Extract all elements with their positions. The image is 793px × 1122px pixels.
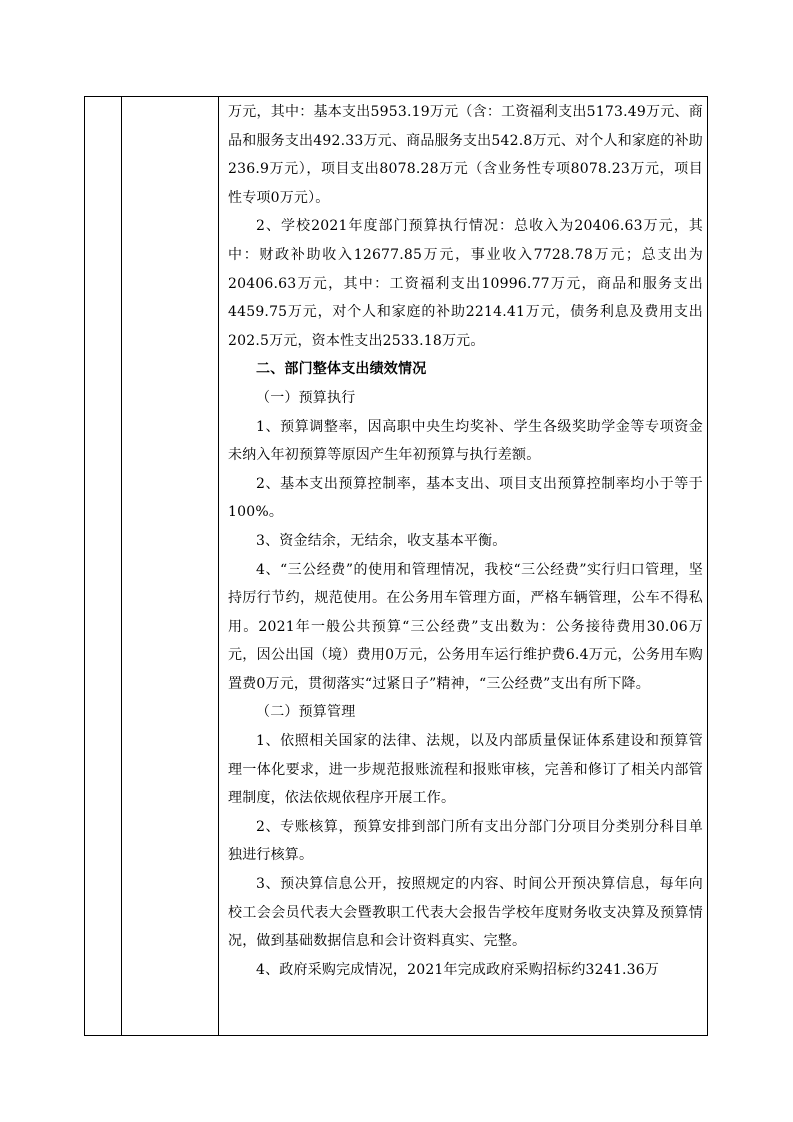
subsection-heading-budget-execution: （一）预算执行 bbox=[256, 389, 356, 406]
document-table bbox=[84, 96, 708, 1036]
paragraph-dedicated-accounting: 2、专账核算，预算安排到部门所有支出分部门分项目分类别分科目单独进行核算。 bbox=[228, 818, 703, 864]
paragraph-expenditure-breakdown: 万元，其中：基本支出5953.19万元（含：工资福利支出5173.49万元、商品和服务支出492.33万元、商品服务支出542.8万元、对个人和家庭的补助236.9万元），项目支出8078.28万元（含业务性专项8078.23万元，项目性专项0万元）。 bbox=[228, 104, 703, 206]
paragraph-budget-adjustment-rate: 1、预算调整率，因高职中央生均奖补、学生各级奖助学金等专项资金未纳入年初预算等原因产生年初预算与执行差额。 bbox=[228, 418, 703, 464]
subsection-heading-budget-management: （二）预算管理 bbox=[256, 704, 356, 721]
paragraph-fund-balance: 3、资金结余，无结余，收支基本平衡。 bbox=[256, 532, 507, 549]
section-heading-performance: 二、部门整体支出绩效情况 bbox=[256, 361, 427, 378]
paragraph-regulations: 1、依照相关国家的法律、法规，以及内部质量保证体系建设和预算管理一体化要求，进一步规范报账流程和报账审核，完善和修订了相关内部管理制度，依法依规依程序开展工作。 bbox=[228, 733, 703, 807]
table-content-cell bbox=[228, 98, 703, 984]
paragraph-three-public-expenses: 4、“三公经费”的使用和管理情况，我校“三公经费”实行归口管理，坚持厉行节约，规范使用。在公务用车管理方面，严格车辆管理，公车不得私用。2021年一般公共预算“三公经费”支出数为：公务接待费用30.06万元，因公出国（境）费用0万元，公务用车运行维护费6.4万元，公务用车购置费0万元，贯彻落实“过紧日子”精神，“三公经费”支出有所下降。 bbox=[228, 561, 703, 692]
table-column-divider-2 bbox=[218, 97, 219, 1035]
paragraph-government-procurement: 4、政府采购完成情况，2021年完成政府采购招标约3241.36万 bbox=[256, 961, 660, 978]
table-column-divider-1 bbox=[121, 97, 122, 1035]
paragraph-information-disclosure: 3、预决算信息公开，按照规定的内容、时间公开预决算信息，每年向校工会会员代表大会暨教职工代表大会报告学校年度财务收支决算及预算情况，做到基础数据信息和会计资料真实、完整。 bbox=[228, 876, 703, 950]
paragraph-budget-execution-2021: 2、学校2021年度部门预算执行情况：总收入为20406.63万元，其中：财政补助收入12677.85万元，事业收入7728.78万元；总支出为20406.63万元，其中：工资福利支出10996.77万元，商品和服务支出4459.75万元，对个人和家庭的补助2214.41万元，债务利息及费用支出202.5万元，资本性支出2533.18万元。 bbox=[228, 218, 703, 349]
paragraph-budget-control-rate: 2、基本支出预算控制率，基本支出、项目支出预算控制率均小于等于100%。 bbox=[228, 475, 703, 521]
